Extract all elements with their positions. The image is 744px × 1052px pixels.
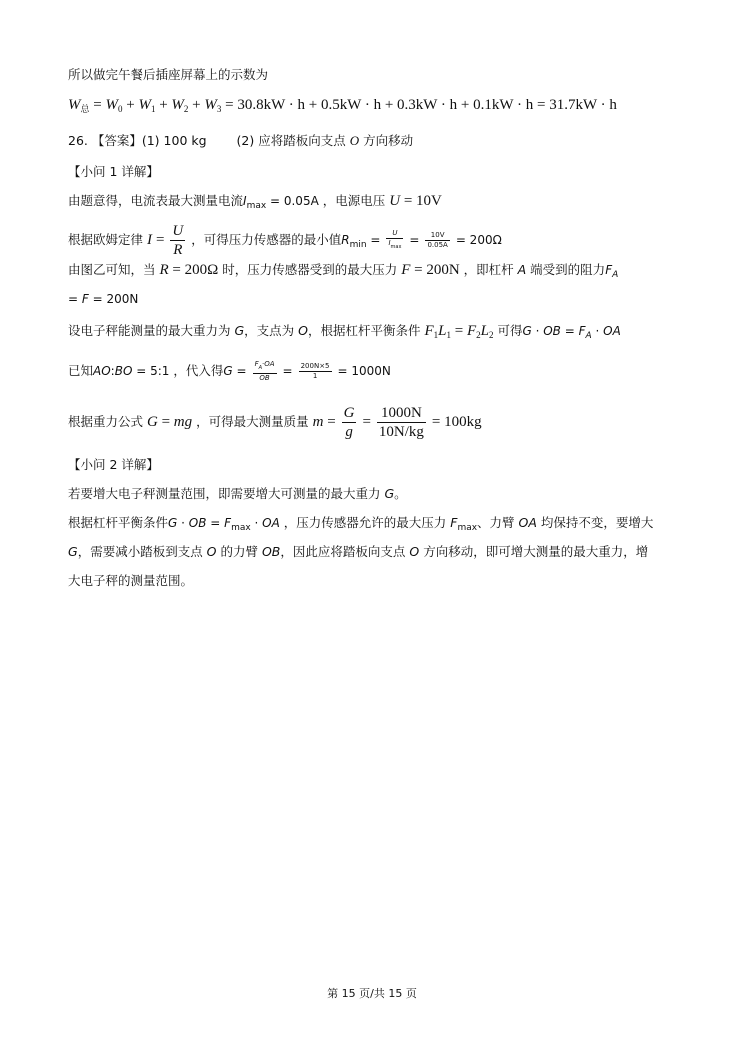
text-line: 已知AO:BO = 5:1 ，代入得G = $\frac{F_A\cdot OA}{OB}$ = $\frac{200N\times 5}{1}$ = 1000N xyxy=(68,360,391,382)
text-line: G，需要减小踏板到支点 O 的力臂 OB，因此应将踏板向支点 O 方向移动，即可增大测量的最大重力，增 xyxy=(68,544,649,559)
text-line: 设电子秤能测量的最大重力为 G，支点为 O，根据杠杆平衡条件 $F_1L_1 = F_2L_2$ 可得G · OB = $F_A$ · OA xyxy=(68,323,621,341)
text-line: = F = 200N xyxy=(68,292,139,306)
page-footer: 第 15 页/共 15 页 xyxy=(327,987,417,1000)
text-line: 根据杠杆平衡条件G · OB = $F_{max}$ · OA ，压力传感器允许的最大压力 $F_{max}$、力臂 OA 均保持不变，要增大 xyxy=(68,515,654,533)
formula-line: $W_总 = W_0 + W_1 + W_2 + W_3 = 30.8kW \cdot h + 0.5kW \cdot h + 0.3kW \cdot h + 0.1kW \cdot h = 31.7kW \cdot h$ xyxy=(68,97,617,114)
section-heading: 【小问 1 详解】 xyxy=(68,164,159,179)
text-line: 根据欧姆定律 I = $\frac{U}{R}$ ，可得压力传感器的最小值$R_{min}$ = $\frac{U}{I_{max}}$ = $\frac{10V}{0.05A}$ = 200Ω xyxy=(68,223,502,258)
section-heading: 【小问 2 详解】 xyxy=(68,457,159,472)
text-line: 若要增大电子秤测量范围，即需要增大可测量的最大重力 G。 xyxy=(68,486,407,501)
text-line: 由题意得，电流表最大测量电流$I_{max} = 0.05A$ ，电源电压 U = 10V xyxy=(68,193,442,211)
text-line: 所以做完午餐后插座屏幕上的示数为 xyxy=(68,67,269,82)
answer-line: 26. 【答案】(1) 100 kg (2) 应将踏板向支点 O 方向移动 xyxy=(68,133,414,148)
text-line: 大电子秤的测量范围。 xyxy=(68,573,194,588)
text-line: 由图乙可知，当 R = 200Ω 时，压力传感器受到的最大压力 F = 200N ，即杠杆 A 端受到的阻力$F_A$ xyxy=(68,262,619,280)
text-line: 根据重力公式 G = mg ，可得最大测量质量 m = $\frac{G}{g}$ = $\frac{1000N}{10N/kg}$ = 100kg xyxy=(68,405,482,440)
